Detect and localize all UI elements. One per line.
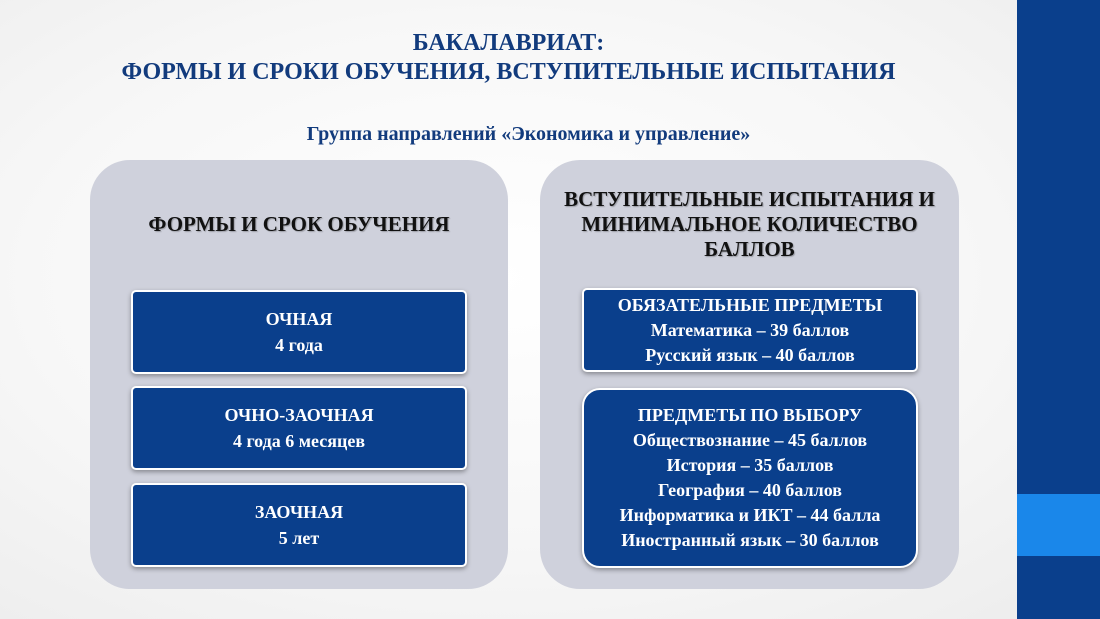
study-form-part-time — [131, 386, 467, 470]
subject-item: Русский язык – 40 баллов — [645, 344, 855, 365]
elective-subjects-heading: ПРЕДМЕТЫ ПО ВЫБОРУ — [637, 405, 863, 425]
study-forms-panel — [90, 160, 508, 589]
subject-item: Информатика и ИКТ – 44 балла — [619, 505, 881, 525]
heading-line: ВСТУПИТЕЛЬНЫЕ ИСПЫТАНИЯ И — [564, 187, 935, 211]
entrance-exams-heading — [540, 187, 959, 262]
mandatory-subjects-heading: ОБЯЗАТЕЛЬНЫЕ ПРЕДМЕТЫ — [617, 294, 883, 315]
study-form-duration: 4 года — [275, 335, 323, 355]
subject-item: Математика – 39 баллов — [650, 319, 850, 340]
subject-item: География – 40 баллов — [658, 480, 842, 500]
page-title-line-2: ФОРМЫ И СРОКИ ОБУЧЕНИЯ, ВСТУПИТЕЛЬНЫЕ ИСПЫТАНИЯ — [121, 59, 896, 85]
elective-subjects-box — [582, 388, 918, 568]
study-form-correspondence — [131, 483, 467, 567]
study-form-full-time — [131, 290, 467, 374]
subject-item: История – 35 баллов — [666, 455, 834, 475]
page-title-line-1: БАКАЛАВРИАТ: — [412, 30, 605, 56]
mandatory-subjects-box — [582, 288, 918, 372]
heading-line: БАЛЛОВ — [704, 237, 795, 261]
sidebar-accent-decoration — [1017, 494, 1100, 556]
study-form-name: ЗАОЧНАЯ — [254, 502, 344, 522]
entrance-exams-panel — [540, 160, 959, 589]
subject-item: Иностранный язык – 30 баллов — [621, 530, 879, 550]
heading-line: МИНИМАЛЬНОЕ КОЛИЧЕСТВО — [581, 212, 918, 236]
subject-item: Обществознание – 45 баллов — [632, 430, 868, 450]
study-form-name: ОЧНО-ЗАОЧНАЯ — [224, 405, 374, 425]
page-subtitle: Группа направлений «Экономика и управление» — [306, 123, 751, 145]
study-forms-heading: ФОРМЫ И СРОК ОБУЧЕНИЯ — [148, 212, 450, 236]
study-form-duration: 4 года 6 месяцев — [232, 431, 366, 451]
study-form-name: ОЧНАЯ — [265, 309, 333, 329]
study-form-duration: 5 лет — [278, 528, 320, 548]
